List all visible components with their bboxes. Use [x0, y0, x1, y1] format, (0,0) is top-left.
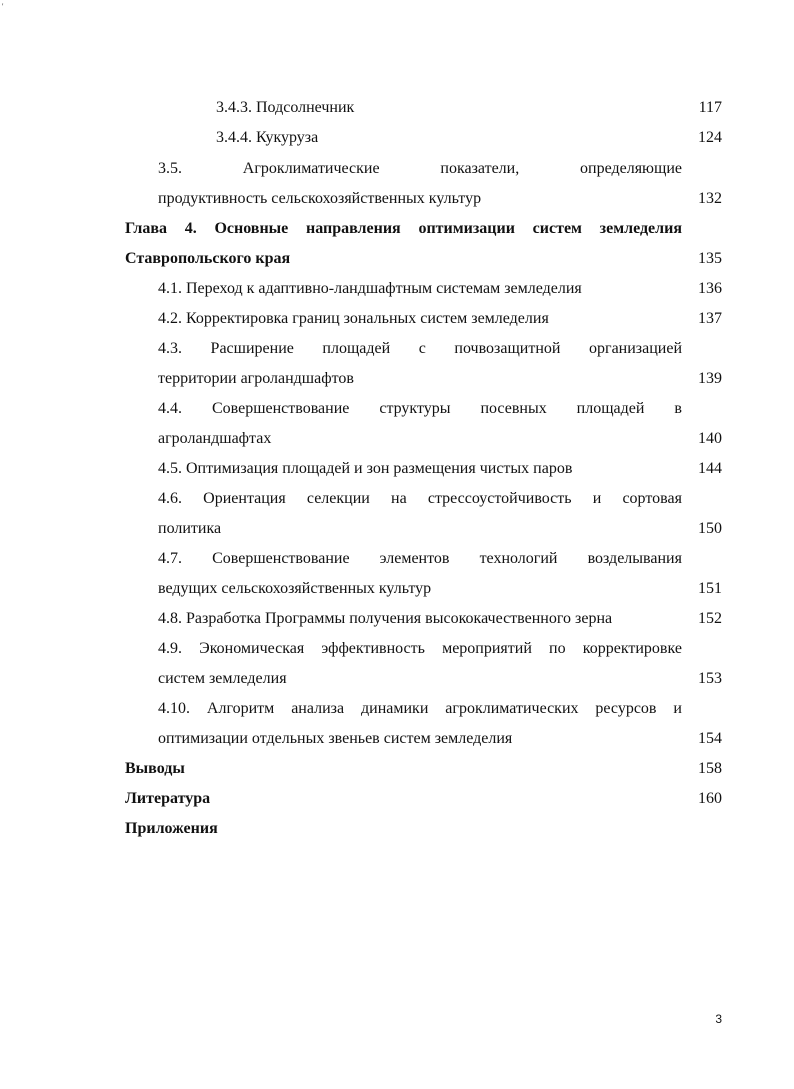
toc-entry-4-8: 4.8. Разработка Программы получения высококачественного зерна — [158, 610, 613, 627]
word: Ориентация — [203, 490, 286, 507]
toc-page-4-1: 136 — [698, 280, 722, 297]
word: технологий — [479, 550, 558, 567]
toc-page-conclusions: 158 — [698, 760, 722, 777]
toc-entry-literature: Литература — [125, 790, 211, 807]
toc-page-literature: 160 — [698, 790, 722, 807]
toc-entry-4-7-line2: ведущих сельскохозяйственных культур — [158, 580, 432, 597]
word: Совершенствование — [212, 550, 350, 567]
toc-entry-3-5-line1 — [158, 154, 682, 184]
toc-page-4-4: 140 — [698, 430, 722, 447]
toc-entry-4-6-line2: политика — [158, 520, 222, 537]
page-number: 3 — [715, 1012, 722, 1026]
word: селекции — [306, 490, 370, 507]
toc-entry-4-10-line2: оптимизации отдельных звеньев систем земледелия — [158, 730, 513, 747]
word: агроклиматических — [445, 700, 579, 717]
toc-entry-4-6-line1 — [158, 484, 682, 514]
word: площадей — [576, 400, 645, 417]
toc-entry-4-4-line2: агроландшафтах — [158, 430, 272, 447]
word: площадей — [322, 340, 391, 357]
word: Расширение — [210, 340, 294, 357]
word: земледелия — [599, 220, 682, 237]
word: Основные — [214, 220, 289, 237]
word: элементов — [379, 550, 450, 567]
toc-entry-3-4-3: 3.4.3. Подсолнечник — [216, 99, 355, 116]
word: и — [592, 490, 602, 507]
toc-entry-4-1: 4.1. Переход к адаптивно-ландшафтным системам земледелия — [158, 280, 582, 297]
word: 4.7. — [158, 550, 182, 567]
toc-page-4-9: 153 — [698, 670, 722, 687]
word: возделывания — [587, 550, 682, 567]
toc-entry-4-4-line1 — [158, 394, 682, 424]
word: Алгоритм — [206, 700, 275, 717]
toc-chapter-4-line1 — [125, 214, 682, 244]
toc-entry-4-7-line1 — [158, 544, 682, 574]
toc-page-4-7: 151 — [698, 580, 722, 597]
word: 4.9. — [158, 640, 182, 657]
word: 4.6. — [158, 490, 182, 507]
word: направления — [305, 220, 401, 237]
toc-entry-4-5: 4.5. Оптимизация площадей и зон размещения чистых паров — [158, 460, 573, 477]
word: по — [549, 640, 566, 657]
toc-entry-conclusions: Выводы — [125, 760, 185, 777]
word: систем — [532, 220, 582, 237]
word: почвозащитной — [454, 340, 561, 357]
toc-page-3-5: 132 — [698, 190, 722, 207]
word: структуры — [379, 400, 451, 417]
toc-page-3-4-3: 117 — [698, 99, 722, 116]
word: организацией — [589, 340, 682, 357]
word: 4. — [184, 220, 197, 237]
corner-mark: ' — [2, 2, 4, 11]
toc-page-4-10: 154 — [698, 730, 722, 747]
toc-page-4-8: 152 — [698, 610, 722, 627]
toc-entry-appendices: Приложения — [125, 820, 218, 837]
word: Совершенствование — [211, 400, 350, 417]
toc-entry-4-2: 4.2. Корректировка границ зональных систем земледелия — [158, 310, 549, 327]
word: стрессоустойчивость — [427, 490, 572, 507]
word: анализа — [291, 700, 345, 717]
word: Глава — [125, 220, 167, 237]
word: Экономическая — [199, 640, 305, 657]
word: 4.4. — [158, 400, 182, 417]
word: показатели, — [440, 160, 520, 177]
toc-page-chapter-4: 135 — [698, 250, 722, 267]
word: в — [674, 400, 682, 417]
word: мероприятий — [442, 640, 532, 657]
toc-entry-4-9-line1 — [158, 634, 682, 664]
word: с — [418, 340, 426, 357]
toc-entry-3-5-line2: продуктивность сельскохозяйственных культур — [158, 190, 482, 207]
word: 3.5. — [158, 160, 182, 177]
word: оптимизации — [418, 220, 515, 237]
word: 4.10. — [158, 700, 190, 717]
word: сортовая — [622, 490, 682, 507]
toc-chapter-4-line2: Ставропольского края — [125, 250, 291, 267]
toc-entry-4-10-line1 — [158, 694, 682, 724]
word: 4.3. — [158, 340, 182, 357]
word: Агроклиматические — [242, 160, 380, 177]
word: посевных — [480, 400, 547, 417]
word: эффективность — [321, 640, 425, 657]
toc-page-4-6: 150 — [698, 520, 722, 537]
word: на — [391, 490, 407, 507]
toc-page-3-4-4: 124 — [698, 129, 722, 146]
toc-entry-4-3-line1 — [158, 334, 682, 364]
word: корректировке — [582, 640, 682, 657]
word: ресурсов — [595, 700, 657, 717]
toc-entry-3-4-4: 3.4.4. Кукуруза — [216, 129, 319, 146]
word: динамики — [360, 700, 429, 717]
toc-page-4-2: 137 — [698, 310, 722, 327]
toc-page-4-5: 144 — [698, 460, 722, 477]
toc-page-4-3: 139 — [698, 370, 722, 387]
toc-entry-4-9-line2: систем земледелия — [158, 670, 287, 687]
toc-entry-4-3-line2: территории агроландшафтов — [158, 370, 354, 387]
word: определяющие — [580, 160, 682, 177]
word: и — [673, 700, 682, 717]
